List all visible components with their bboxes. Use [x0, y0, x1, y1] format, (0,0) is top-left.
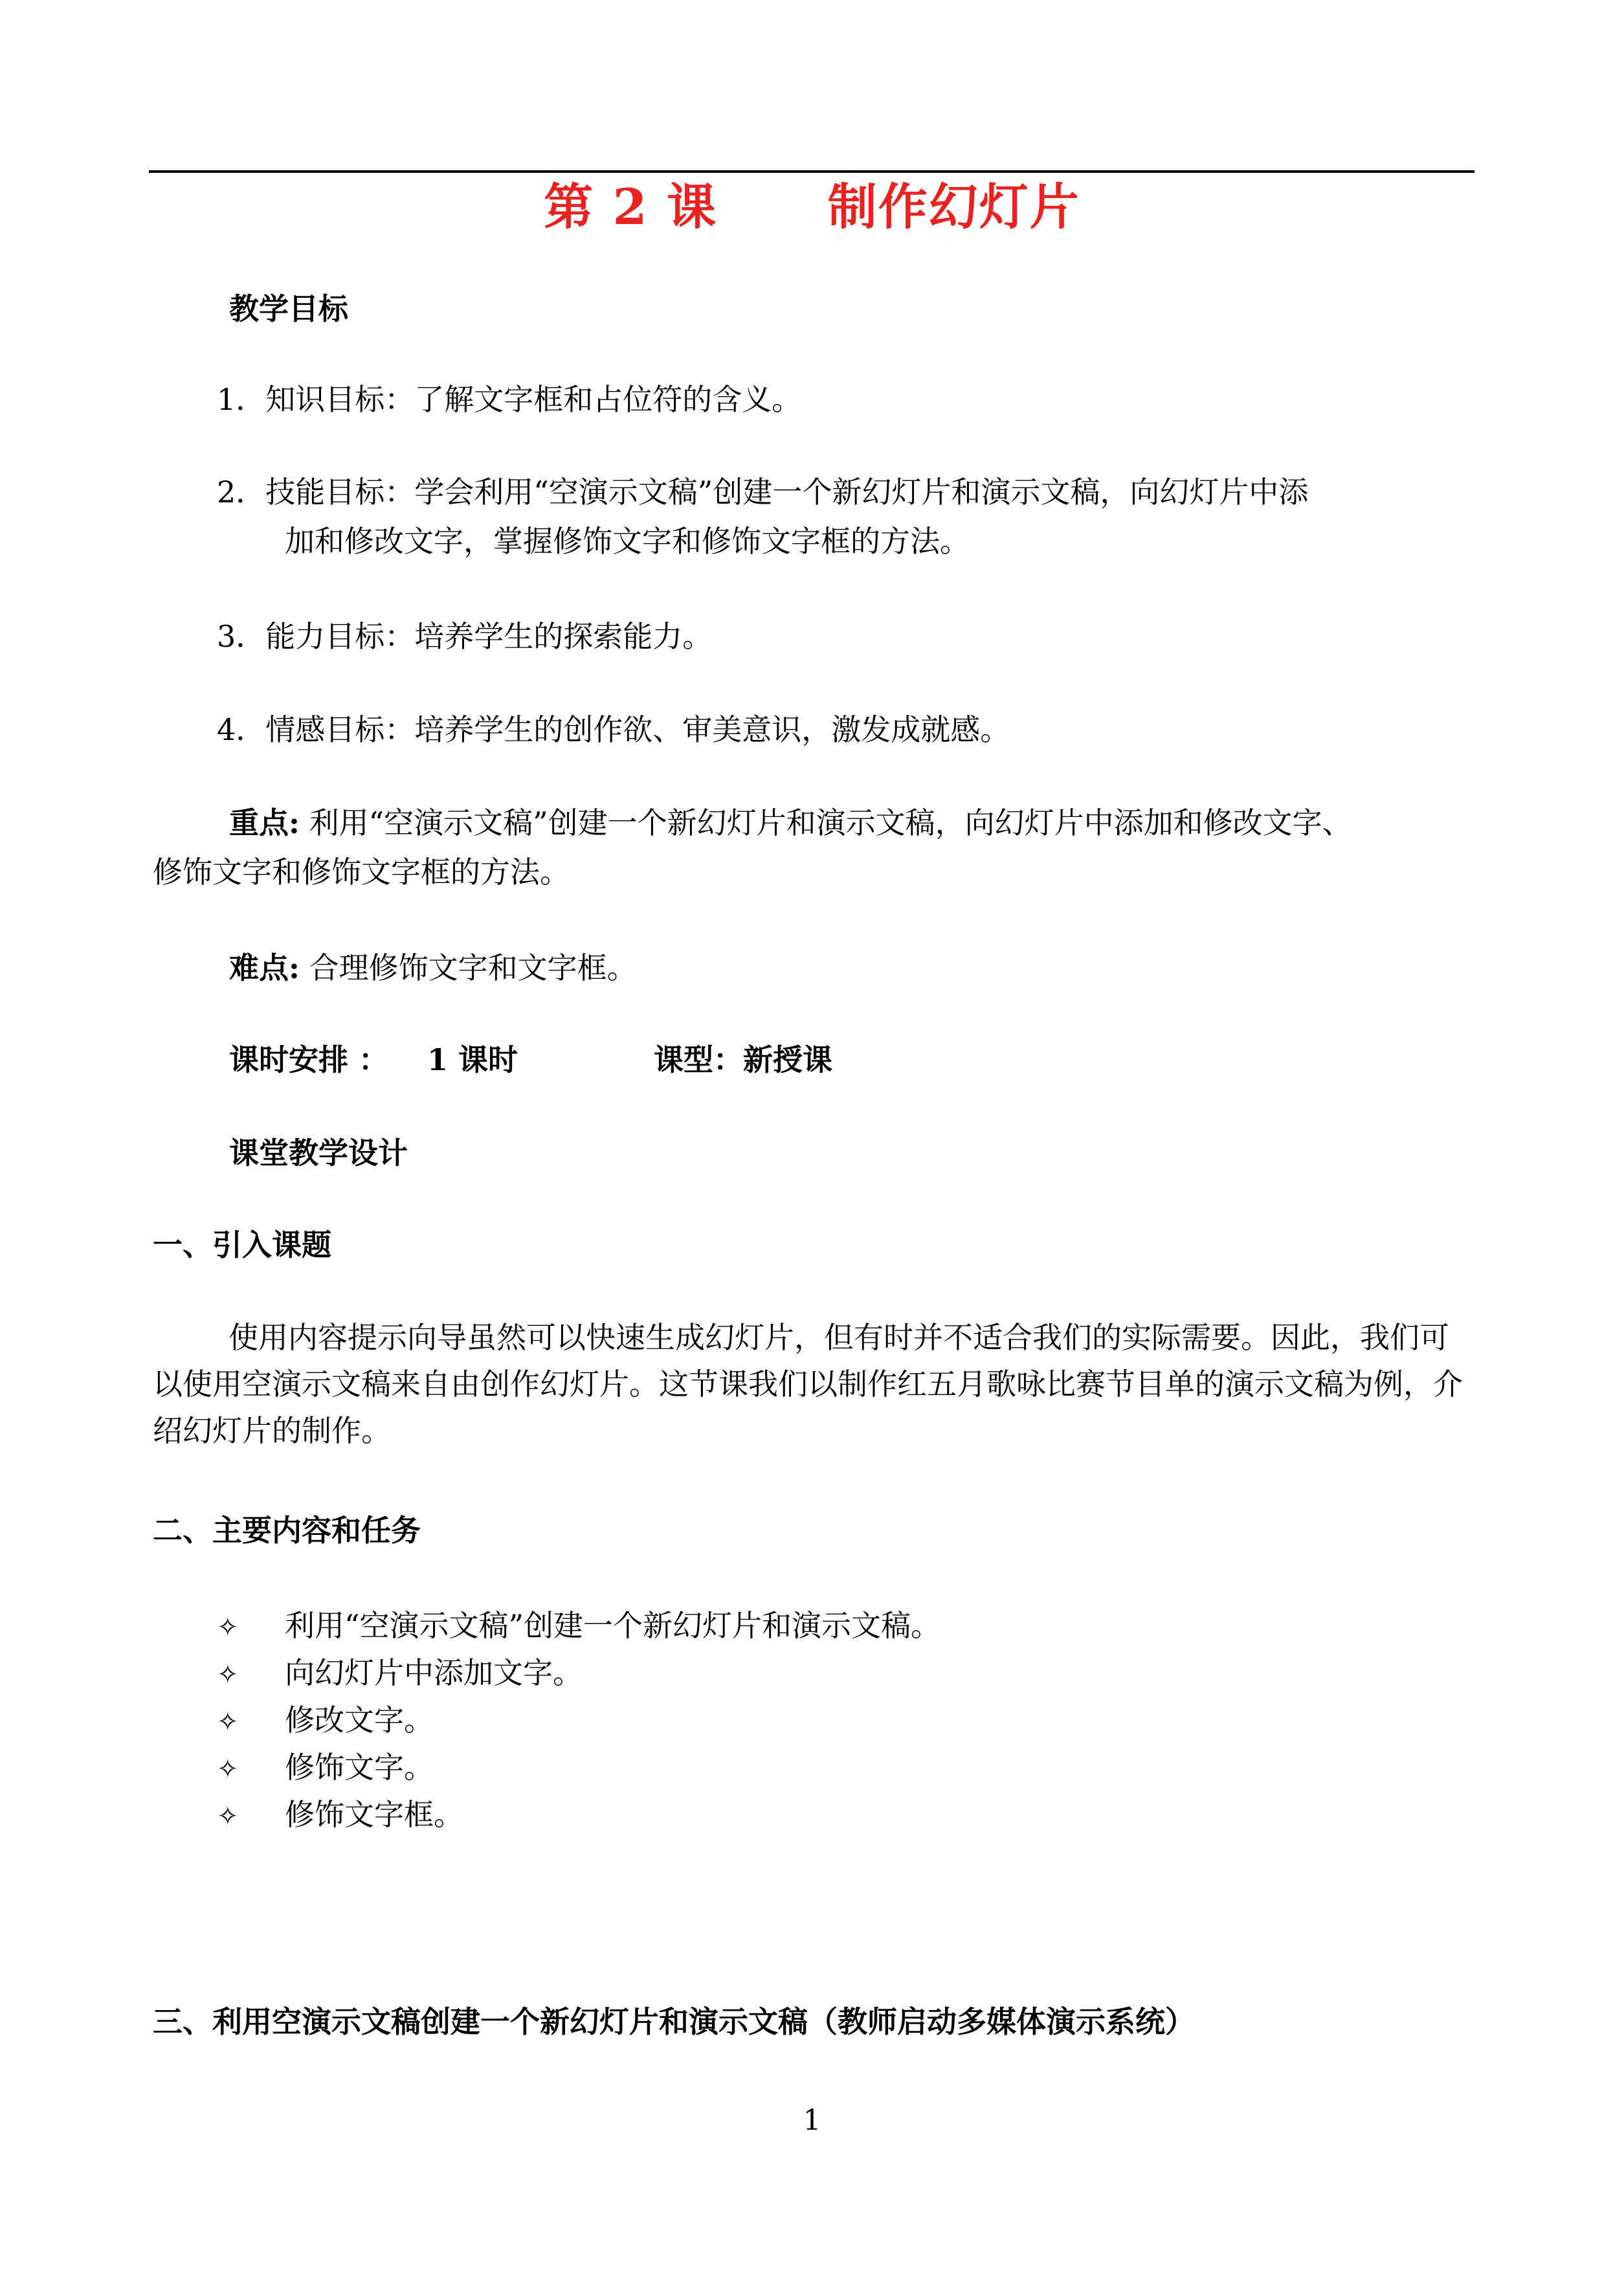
difficulty — [229, 945, 637, 991]
list-item-text: 向幻灯片中添加文字。 — [285, 1655, 583, 1690]
schedule-value: 1 课时 — [427, 1042, 518, 1077]
objective-2-continuation: 加和修改文字，掌握修饰文字和修饰文字框的方法。 — [285, 524, 970, 559]
objective-3 — [217, 613, 712, 660]
diamond-bullet-icon: ✧ — [217, 1707, 239, 1737]
list-item — [217, 1650, 940, 1697]
header-rule — [149, 170, 1474, 173]
objective-number: 2． — [217, 475, 266, 509]
lesson-title: 第 2 课 制作幻灯片 — [544, 178, 1080, 236]
objectives-heading: 教学目标 — [229, 291, 348, 326]
section-3-heading: 三、利用空演示文稿创建一个新幻灯片和演示文稿（教师启动多媒体演示系统） — [153, 2004, 1195, 2039]
list-item — [217, 1791, 940, 1839]
lesson-type: 课型：新授课 — [654, 1042, 832, 1077]
section-1-body — [153, 1314, 1473, 1454]
objective-4 — [217, 706, 1010, 753]
diamond-bullet-icon: ✧ — [217, 1754, 239, 1784]
list-item-text: 修饰文字框。 — [285, 1797, 463, 1832]
list-item-text: 修饰文字。 — [285, 1750, 434, 1785]
design-heading: 课堂教学设计 — [229, 1135, 408, 1170]
task-list — [217, 1602, 940, 1839]
page-number: 1 — [803, 2104, 821, 2137]
difficulty-label: 难点: — [229, 950, 300, 985]
key-point-continuation: 修饰文字和修饰文字框的方法。 — [153, 855, 570, 889]
objective-number: 3． — [217, 619, 266, 654]
list-item — [217, 1697, 940, 1744]
list-item — [217, 1602, 940, 1650]
objective-text: 能力目标：培养学生的探索能力。 — [265, 619, 713, 654]
objective-number: 1． — [217, 382, 266, 417]
objective-number: 4． — [217, 712, 266, 747]
section-1-text: 使用内容提示向导虽然可以快速生成幻灯片，但有时并不适合我们的实际需要。因此，我们可以使用空演示文稿来自由创作幻灯片。这节课我们以制作红五月歌咏比赛节目单的演示文稿为例，介绍幻灯片的制作。 — [153, 1320, 1463, 1448]
key-point-text: 利用“空演示文稿”创建一个新幻灯片和演示文稿，向幻灯片中添加和修改文字、 — [299, 805, 1352, 840]
diamond-bullet-icon: ✧ — [217, 1660, 239, 1690]
diamond-bullet-icon: ✧ — [217, 1613, 239, 1642]
objective-1 — [217, 376, 801, 423]
section-1-heading: 一、引入课题 — [153, 1227, 331, 1262]
objective-text: 情感目标：培养学生的创作欲、审美意识，激发成就感。 — [265, 712, 1010, 747]
list-item-text: 利用“空演示文稿”创建一个新幻灯片和演示文稿。 — [285, 1608, 941, 1643]
list-item-text: 修改文字。 — [285, 1703, 434, 1738]
objective-text: 技能目标：学会利用“空演示文稿”创建一个新幻灯片和演示文稿，向幻灯片中添 — [265, 475, 1309, 509]
diamond-bullet-icon: ✧ — [217, 1802, 239, 1831]
objective-text: 知识目标：了解文字框和占位符的含义。 — [265, 382, 802, 417]
schedule-label: 课时安排 ： — [229, 1042, 389, 1077]
list-item — [217, 1744, 940, 1791]
objective-2 — [217, 469, 1308, 515]
section-2-heading: 二、主要内容和任务 — [153, 1513, 421, 1548]
key-point-label: 重点: — [229, 805, 300, 840]
difficulty-text: 合理修饰文字和文字框。 — [299, 950, 637, 985]
key-point — [229, 800, 1352, 846]
